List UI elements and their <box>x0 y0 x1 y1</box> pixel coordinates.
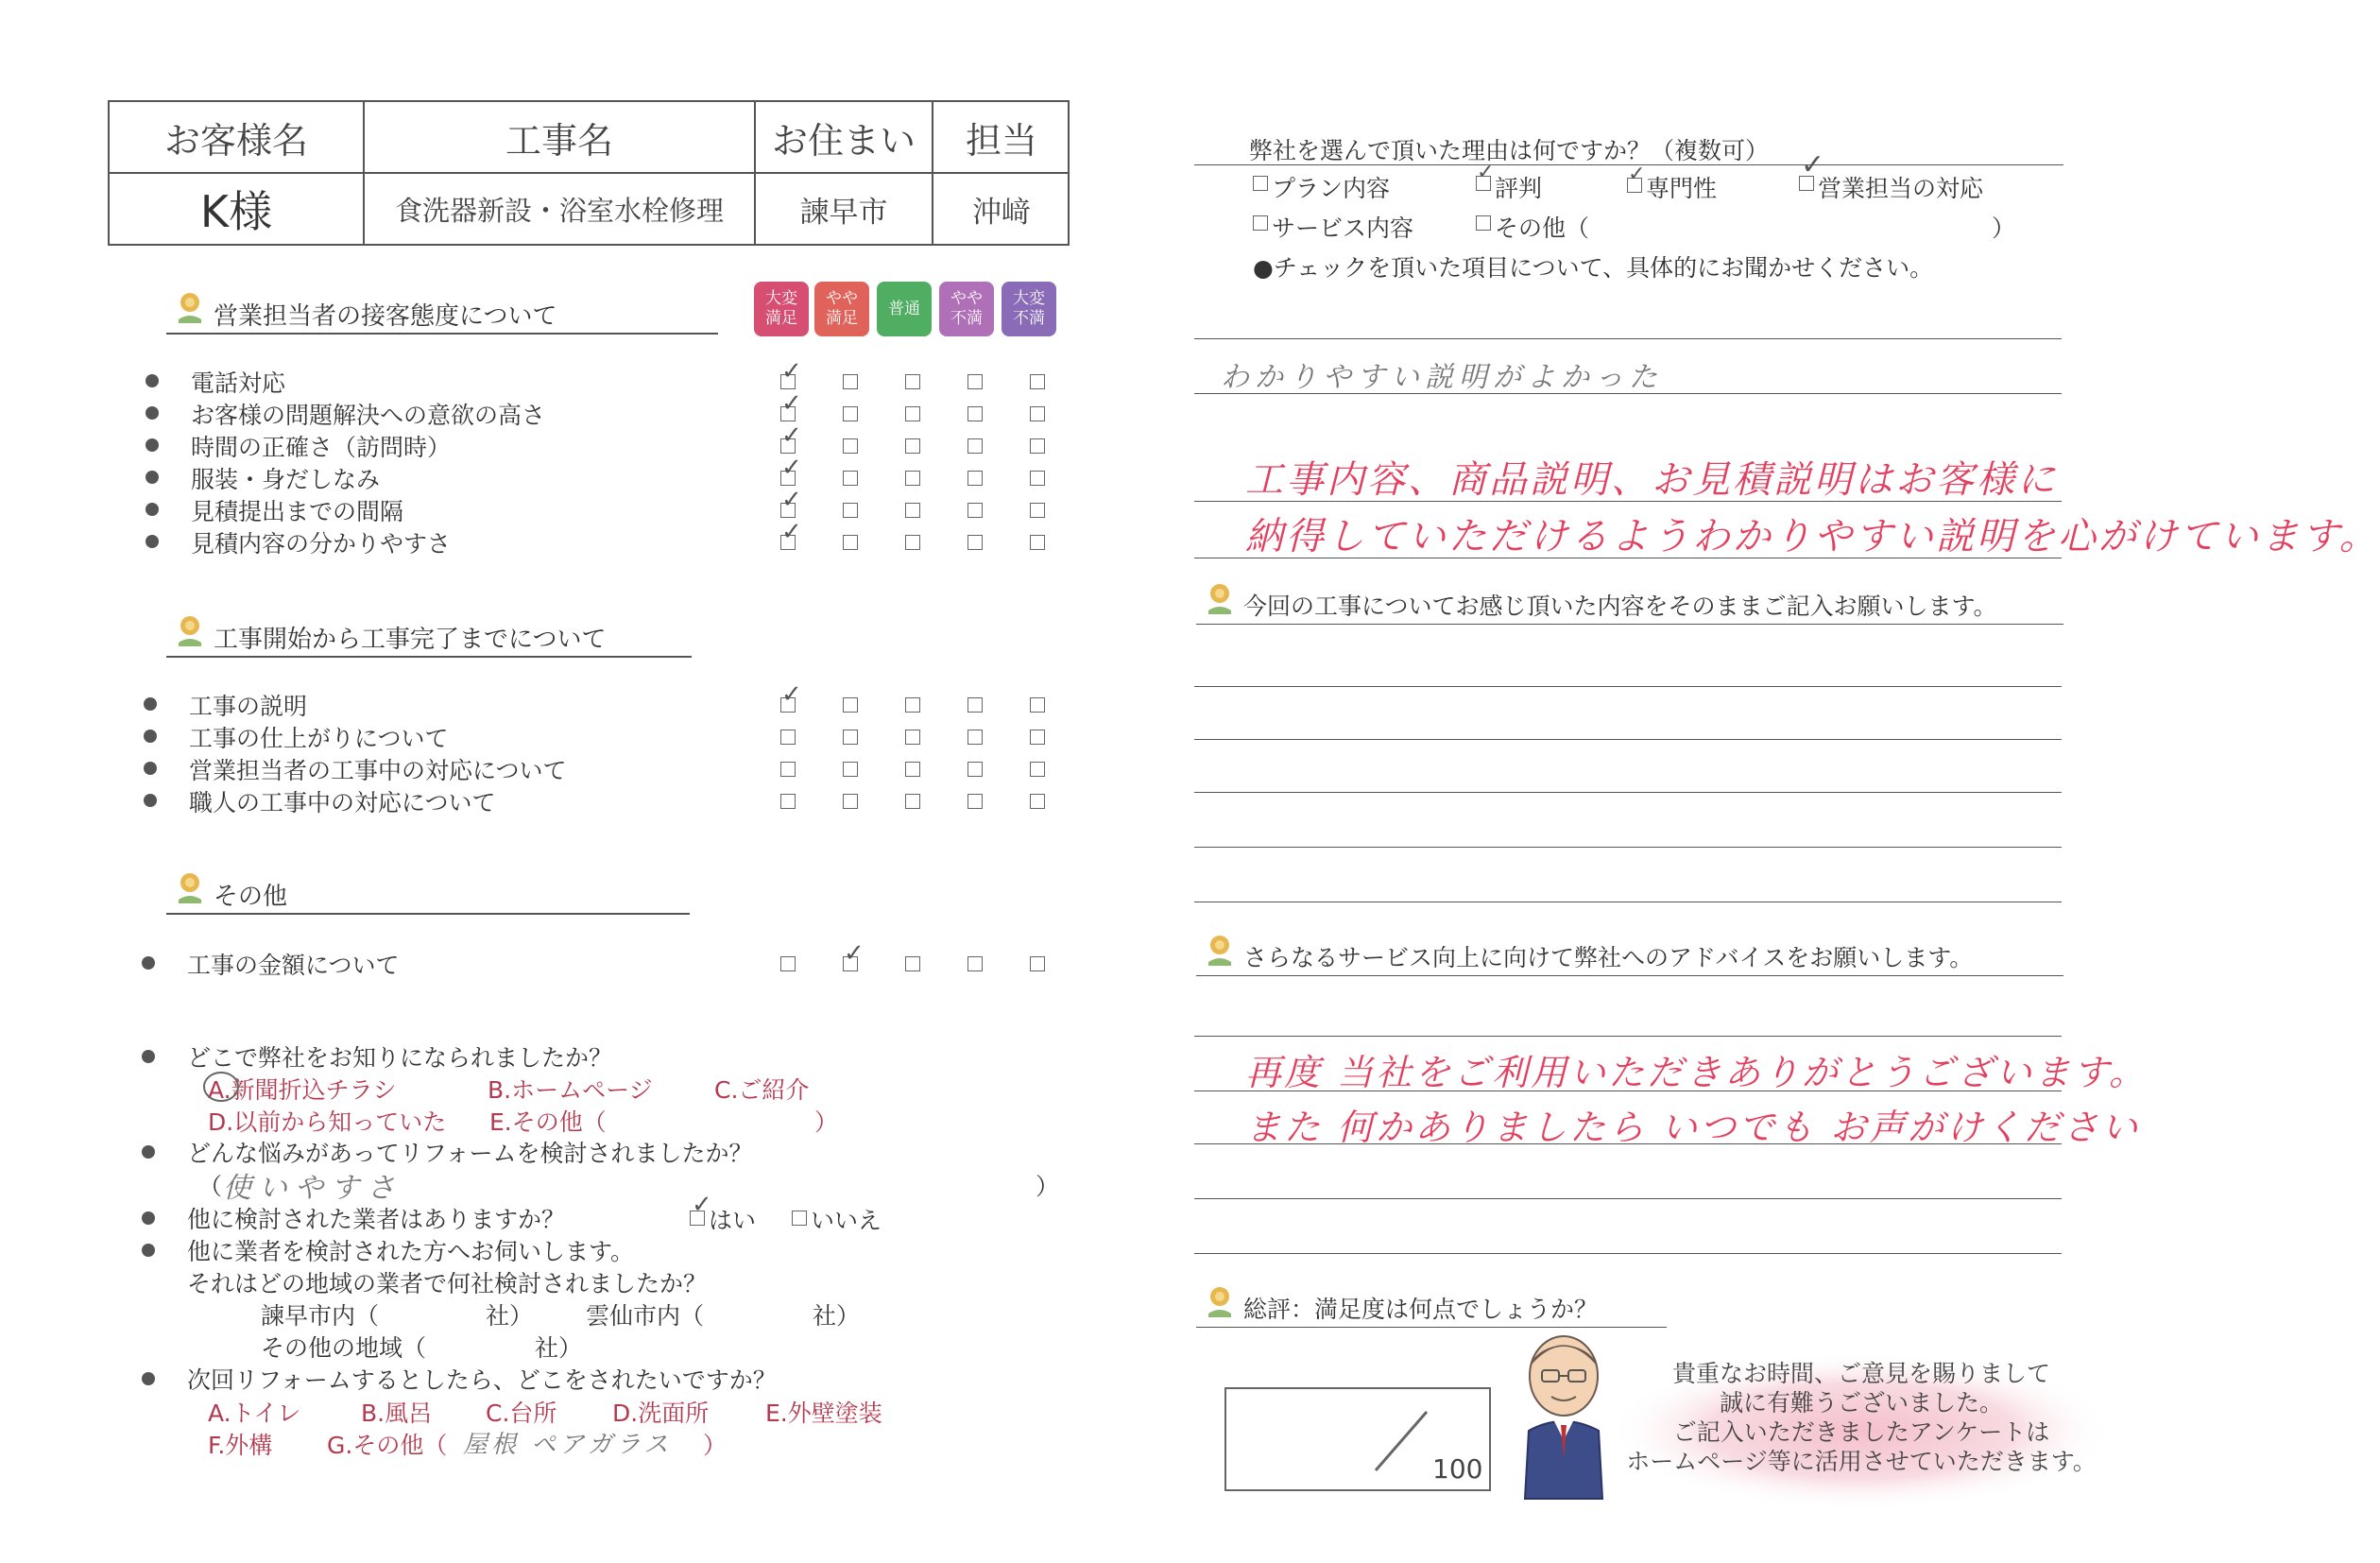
rule <box>1194 686 2062 687</box>
section-title: 総評：満足度は何点でしょうか？ <box>1243 1296 1599 1323</box>
staff: 沖﨑 <box>972 195 1031 230</box>
rating-checkbox[interactable] <box>905 730 920 745</box>
bullet <box>146 503 159 516</box>
check-mark-icon: ✓ <box>844 939 865 968</box>
rating-badge-dissatisfied: やや 不満 <box>939 282 994 336</box>
rating-checkbox[interactable] <box>780 956 796 971</box>
city-header: お住まい <box>771 119 916 162</box>
section-heading-other <box>166 871 690 915</box>
rating-checkbox[interactable] <box>843 535 858 550</box>
rating-item-label: 工事の金額について <box>187 952 400 979</box>
paren-open: （ <box>198 1173 223 1200</box>
flower-icon <box>176 871 204 907</box>
rating-badge-normal: 普通 <box>877 282 932 336</box>
question-area-line2: それはどの地域の業者で何社検討されましたか？ <box>187 1270 708 1297</box>
bullet <box>142 1211 155 1225</box>
bullet <box>144 697 157 711</box>
bullet <box>146 471 159 484</box>
advice-reply-line2: また 何かありましたら いつでも お声がけください <box>1245 1107 2141 1148</box>
rating-checkbox[interactable] <box>967 503 983 518</box>
bullet <box>142 1050 155 1063</box>
bullet <box>146 535 159 548</box>
rating-checkbox[interactable] <box>1030 535 1045 550</box>
rating-item-label: 服装・身だしなみ <box>191 466 381 493</box>
reason-reputation: 評判 <box>1495 175 1543 202</box>
rating-checkbox[interactable] <box>967 956 983 971</box>
option-next-other[interactable]: G.その他（ <box>327 1432 448 1459</box>
section-heading-score <box>1196 1285 1667 1328</box>
rule <box>1194 501 2062 502</box>
rating-checkbox[interactable] <box>905 374 920 389</box>
bullet <box>142 1372 155 1385</box>
rating-checkbox[interactable] <box>967 794 983 809</box>
checkbox-plan[interactable] <box>1253 176 1268 191</box>
thanks-message <box>1616 1359 2107 1476</box>
bullet <box>146 374 159 387</box>
question-where: どこで弊社をお知りになられましたか？ <box>187 1044 613 1072</box>
rating-item-label: 職人の工事中の対応について <box>189 789 496 816</box>
rating-checkbox[interactable] <box>905 697 920 713</box>
check-mark-icon: ✓ <box>781 389 802 418</box>
rating-item-label: 工事の説明 <box>189 693 308 720</box>
customer-info-table <box>108 100 1070 246</box>
rating-badge-satisfied: やや 満足 <box>814 282 869 336</box>
check-mark-icon: ✓ <box>781 518 802 546</box>
rating-checkbox[interactable] <box>967 471 983 486</box>
president-illustration <box>1512 1327 1616 1499</box>
option-exterior[interactable]: F.外構 <box>208 1432 273 1459</box>
section-title: 今回の工事についてお感じ頂いた内容をそのままご記入お願いします。 <box>1243 593 1997 620</box>
rating-checkbox[interactable] <box>1030 794 1045 809</box>
check-mark-icon: ✓ <box>781 454 802 482</box>
section-heading-advice <box>1196 934 2063 976</box>
flower-icon <box>1206 934 1234 970</box>
rating-item-label: 見積提出までの間隔 <box>191 498 404 525</box>
rule <box>1194 1036 2062 1037</box>
advice-reply-line1: 再度 当社をご利用いただきありがとうございます。 <box>1245 1052 2149 1093</box>
rating-checkbox[interactable] <box>905 535 920 550</box>
flower-icon <box>176 614 204 650</box>
option-homepage[interactable]: B.ホームページ <box>488 1076 653 1104</box>
rating-checkbox[interactable] <box>967 374 983 389</box>
score-box[interactable] <box>1224 1387 1491 1491</box>
rating-checkbox[interactable] <box>905 471 920 486</box>
reason-prompt: ●チェックを頂いた項目について、具体的にお聞かせください。 <box>1253 254 1934 282</box>
rating-checkbox[interactable] <box>967 535 983 550</box>
bullet <box>146 406 159 420</box>
section-heading-service-attitude <box>166 291 718 335</box>
rating-checkbox[interactable] <box>967 406 983 421</box>
section-heading-impression <box>1196 582 2063 625</box>
next-other-answer: 屋根 ペアガラス <box>463 1431 673 1459</box>
check-mark-icon: ✓ <box>692 1191 712 1219</box>
rating-checkbox[interactable] <box>843 406 858 421</box>
rating-checkbox[interactable] <box>1030 471 1045 486</box>
area-unzen: 雲仙市内（ <box>586 1302 705 1330</box>
check-mark-icon: ✓ <box>781 421 802 450</box>
rating-checkbox[interactable] <box>905 794 920 809</box>
customer-name: K様 <box>199 186 273 237</box>
rating-checkbox[interactable] <box>905 503 920 518</box>
question-area-line1: 他に業者を検討された方へお伺いします。 <box>187 1238 635 1265</box>
option-toilet[interactable]: A.トイレ <box>208 1400 301 1427</box>
bullet <box>142 1244 155 1257</box>
rating-item-label: 見積内容の分かりやすさ <box>191 530 452 558</box>
rating-checkbox[interactable] <box>843 438 858 454</box>
rating-checkbox[interactable] <box>905 438 920 454</box>
check-mark-icon: ✓ <box>781 357 802 386</box>
bullet <box>142 956 155 970</box>
option-referral[interactable]: C.ご紹介 <box>714 1076 810 1104</box>
rating-checkbox[interactable] <box>843 374 858 389</box>
reason-answer: わかりやすい説明がよかった <box>1221 361 1663 394</box>
option-other-close: ） <box>814 1108 839 1136</box>
slash-icon <box>1368 1406 1434 1476</box>
work-name-header: 工事名 <box>505 119 613 162</box>
paren-close: ） <box>1992 215 2016 242</box>
rating-item-label: 工事の仕上がりについて <box>189 725 449 752</box>
area-isahaya-count: 社） <box>486 1302 534 1330</box>
check-mark-icon: ✓ <box>781 486 802 514</box>
work-name: 食洗器新設・浴室水栓修理 <box>394 194 724 227</box>
rating-item-label: 営業担当者の工事中の対応について <box>189 757 567 784</box>
rating-badge-very-satisfied: 大変 満足 <box>754 282 809 336</box>
area-others-count: 社） <box>535 1334 583 1362</box>
section-title: 工事開始から工事完了までについて <box>214 626 607 654</box>
question-other-vendor: 他に検討された業者はありますか？ <box>187 1206 566 1233</box>
section-title: 営業担当者の接客態度について <box>214 302 557 331</box>
checkbox-service[interactable] <box>1253 215 1268 231</box>
label-no: いいえ <box>811 1207 882 1234</box>
bullet <box>144 794 157 807</box>
check-mark-icon: ✓ <box>1628 163 1646 186</box>
rating-checkbox[interactable] <box>843 762 858 777</box>
rating-checkbox[interactable] <box>967 730 983 745</box>
label-yes: はい <box>709 1207 757 1234</box>
rating-checkbox[interactable] <box>1030 762 1045 777</box>
rating-checkbox[interactable] <box>1030 697 1045 713</box>
area-isahaya: 諫早市内（ <box>261 1302 380 1330</box>
rating-checkbox[interactable] <box>843 730 858 745</box>
rule <box>1194 739 2062 740</box>
area-unzen-count: 社） <box>813 1302 861 1330</box>
thanks-line: ご記入いただきましたアンケートは <box>1672 1418 2050 1446</box>
area-others: その他の地域（ <box>261 1334 427 1362</box>
thanks-line: ホームページ等に活用させていただきます。 <box>1626 1448 2097 1475</box>
reason-sales-staff: 営業担当の対応 <box>1818 175 1984 202</box>
reason-expertise: 専門性 <box>1646 175 1718 202</box>
score-max: 100 <box>1432 1453 1483 1485</box>
rule <box>1194 1143 2062 1144</box>
check-mark-icon: ✓ <box>781 680 802 709</box>
option-exterior-paint[interactable]: E.外壁塗装 <box>765 1400 882 1427</box>
rating-item-label: 時間の正確さ（訪問時） <box>191 434 452 461</box>
rating-checkbox[interactable] <box>843 794 858 809</box>
reason-service: サービス内容 <box>1272 215 1414 242</box>
option-kitchen[interactable]: C.台所 <box>486 1400 557 1427</box>
option-newspaper[interactable]: A.新聞折込チラシ <box>208 1076 397 1104</box>
rule <box>1194 1198 2062 1199</box>
flower-icon <box>1206 582 1234 618</box>
rating-checkbox[interactable] <box>905 762 920 777</box>
check-mark-icon: ✓ <box>1477 161 1495 184</box>
rating-item-label: お客様の問題解決への意欲の高さ <box>191 402 546 429</box>
rating-item-label: 電話対応 <box>191 369 286 397</box>
flower-icon <box>176 291 204 327</box>
bullet <box>146 438 159 452</box>
section-title: その他 <box>214 883 288 911</box>
bullet <box>142 1145 155 1159</box>
rule <box>1194 847 2062 848</box>
rating-checkbox[interactable] <box>780 794 796 809</box>
option-bath[interactable]: B.風呂 <box>361 1400 433 1427</box>
rating-checkbox[interactable] <box>843 471 858 486</box>
question-worry: どんな悩みがあってリフォームを検討されましたか？ <box>187 1140 753 1167</box>
rating-checkbox[interactable] <box>1030 438 1045 454</box>
flower-icon <box>1206 1285 1234 1321</box>
reason-title: 弊社を選んで頂いた理由は何ですか？（複数可） <box>1249 137 1770 164</box>
customer-name-header: お客様名 <box>163 119 308 162</box>
rating-checkbox[interactable] <box>1030 374 1045 389</box>
thanks-line: 貴重なお時間、ご意見を賜りまして <box>1671 1360 2050 1387</box>
reply-line2: 納得していただけるようわかりやすい説明を心がけています。 <box>1245 515 2380 558</box>
city: 諫早市 <box>799 195 888 230</box>
rule <box>1194 338 2062 339</box>
rating-checkbox[interactable] <box>1030 956 1045 971</box>
rule <box>1194 792 2062 793</box>
reason-other: その他（ <box>1495 215 1590 242</box>
worry-answer: 使いやすさ <box>223 1172 402 1205</box>
reason-plan: プラン内容 <box>1272 175 1391 202</box>
circle-mark-icon <box>200 1068 242 1106</box>
rating-checkbox[interactable] <box>780 762 796 777</box>
rating-checkbox[interactable] <box>780 730 796 745</box>
section-heading-construction <box>166 614 692 658</box>
checkbox-reason-other[interactable] <box>1476 215 1491 231</box>
rating-checkbox[interactable] <box>905 406 920 421</box>
bullet <box>144 730 157 743</box>
option-washroom[interactable]: D.洗面所 <box>612 1400 710 1427</box>
rule <box>1194 1253 2062 1254</box>
bullet <box>144 762 157 775</box>
option-other[interactable]: E.その他（ <box>489 1108 607 1136</box>
question-next-reform: 次回リフォームするとしたら、どこをされたいですか？ <box>187 1366 777 1394</box>
thanks-line: 誠に有難うございました。 <box>1719 1389 2003 1417</box>
option-known-before[interactable]: D.以前から知っていた <box>208 1108 447 1136</box>
rating-checkbox[interactable] <box>967 697 983 713</box>
rating-checkbox[interactable] <box>1030 503 1045 518</box>
rating-checkbox[interactable] <box>967 438 983 454</box>
rating-checkbox[interactable] <box>905 956 920 971</box>
rating-checkbox[interactable] <box>967 762 983 777</box>
section-title: さらなるサービス向上に向けて弊社へのアドバイスをお願いします。 <box>1243 944 1974 971</box>
rating-checkbox[interactable] <box>1030 406 1045 421</box>
rating-checkbox[interactable] <box>843 697 858 713</box>
rule <box>1194 393 2062 394</box>
paren-close: ） <box>1036 1173 1060 1200</box>
staff-header: 担当 <box>965 119 1037 162</box>
rating-checkbox[interactable] <box>1030 730 1045 745</box>
rating-checkbox[interactable] <box>843 503 858 518</box>
reply-line1: 工事内容、商品説明、お見積説明はお客様に <box>1245 458 2058 502</box>
checkbox-no[interactable] <box>792 1211 807 1226</box>
check-mark-icon: ✓ <box>1801 148 1825 181</box>
rating-badge-very-dissatisfied: 大変 不満 <box>1002 282 1056 336</box>
paren-close: ） <box>703 1432 728 1459</box>
